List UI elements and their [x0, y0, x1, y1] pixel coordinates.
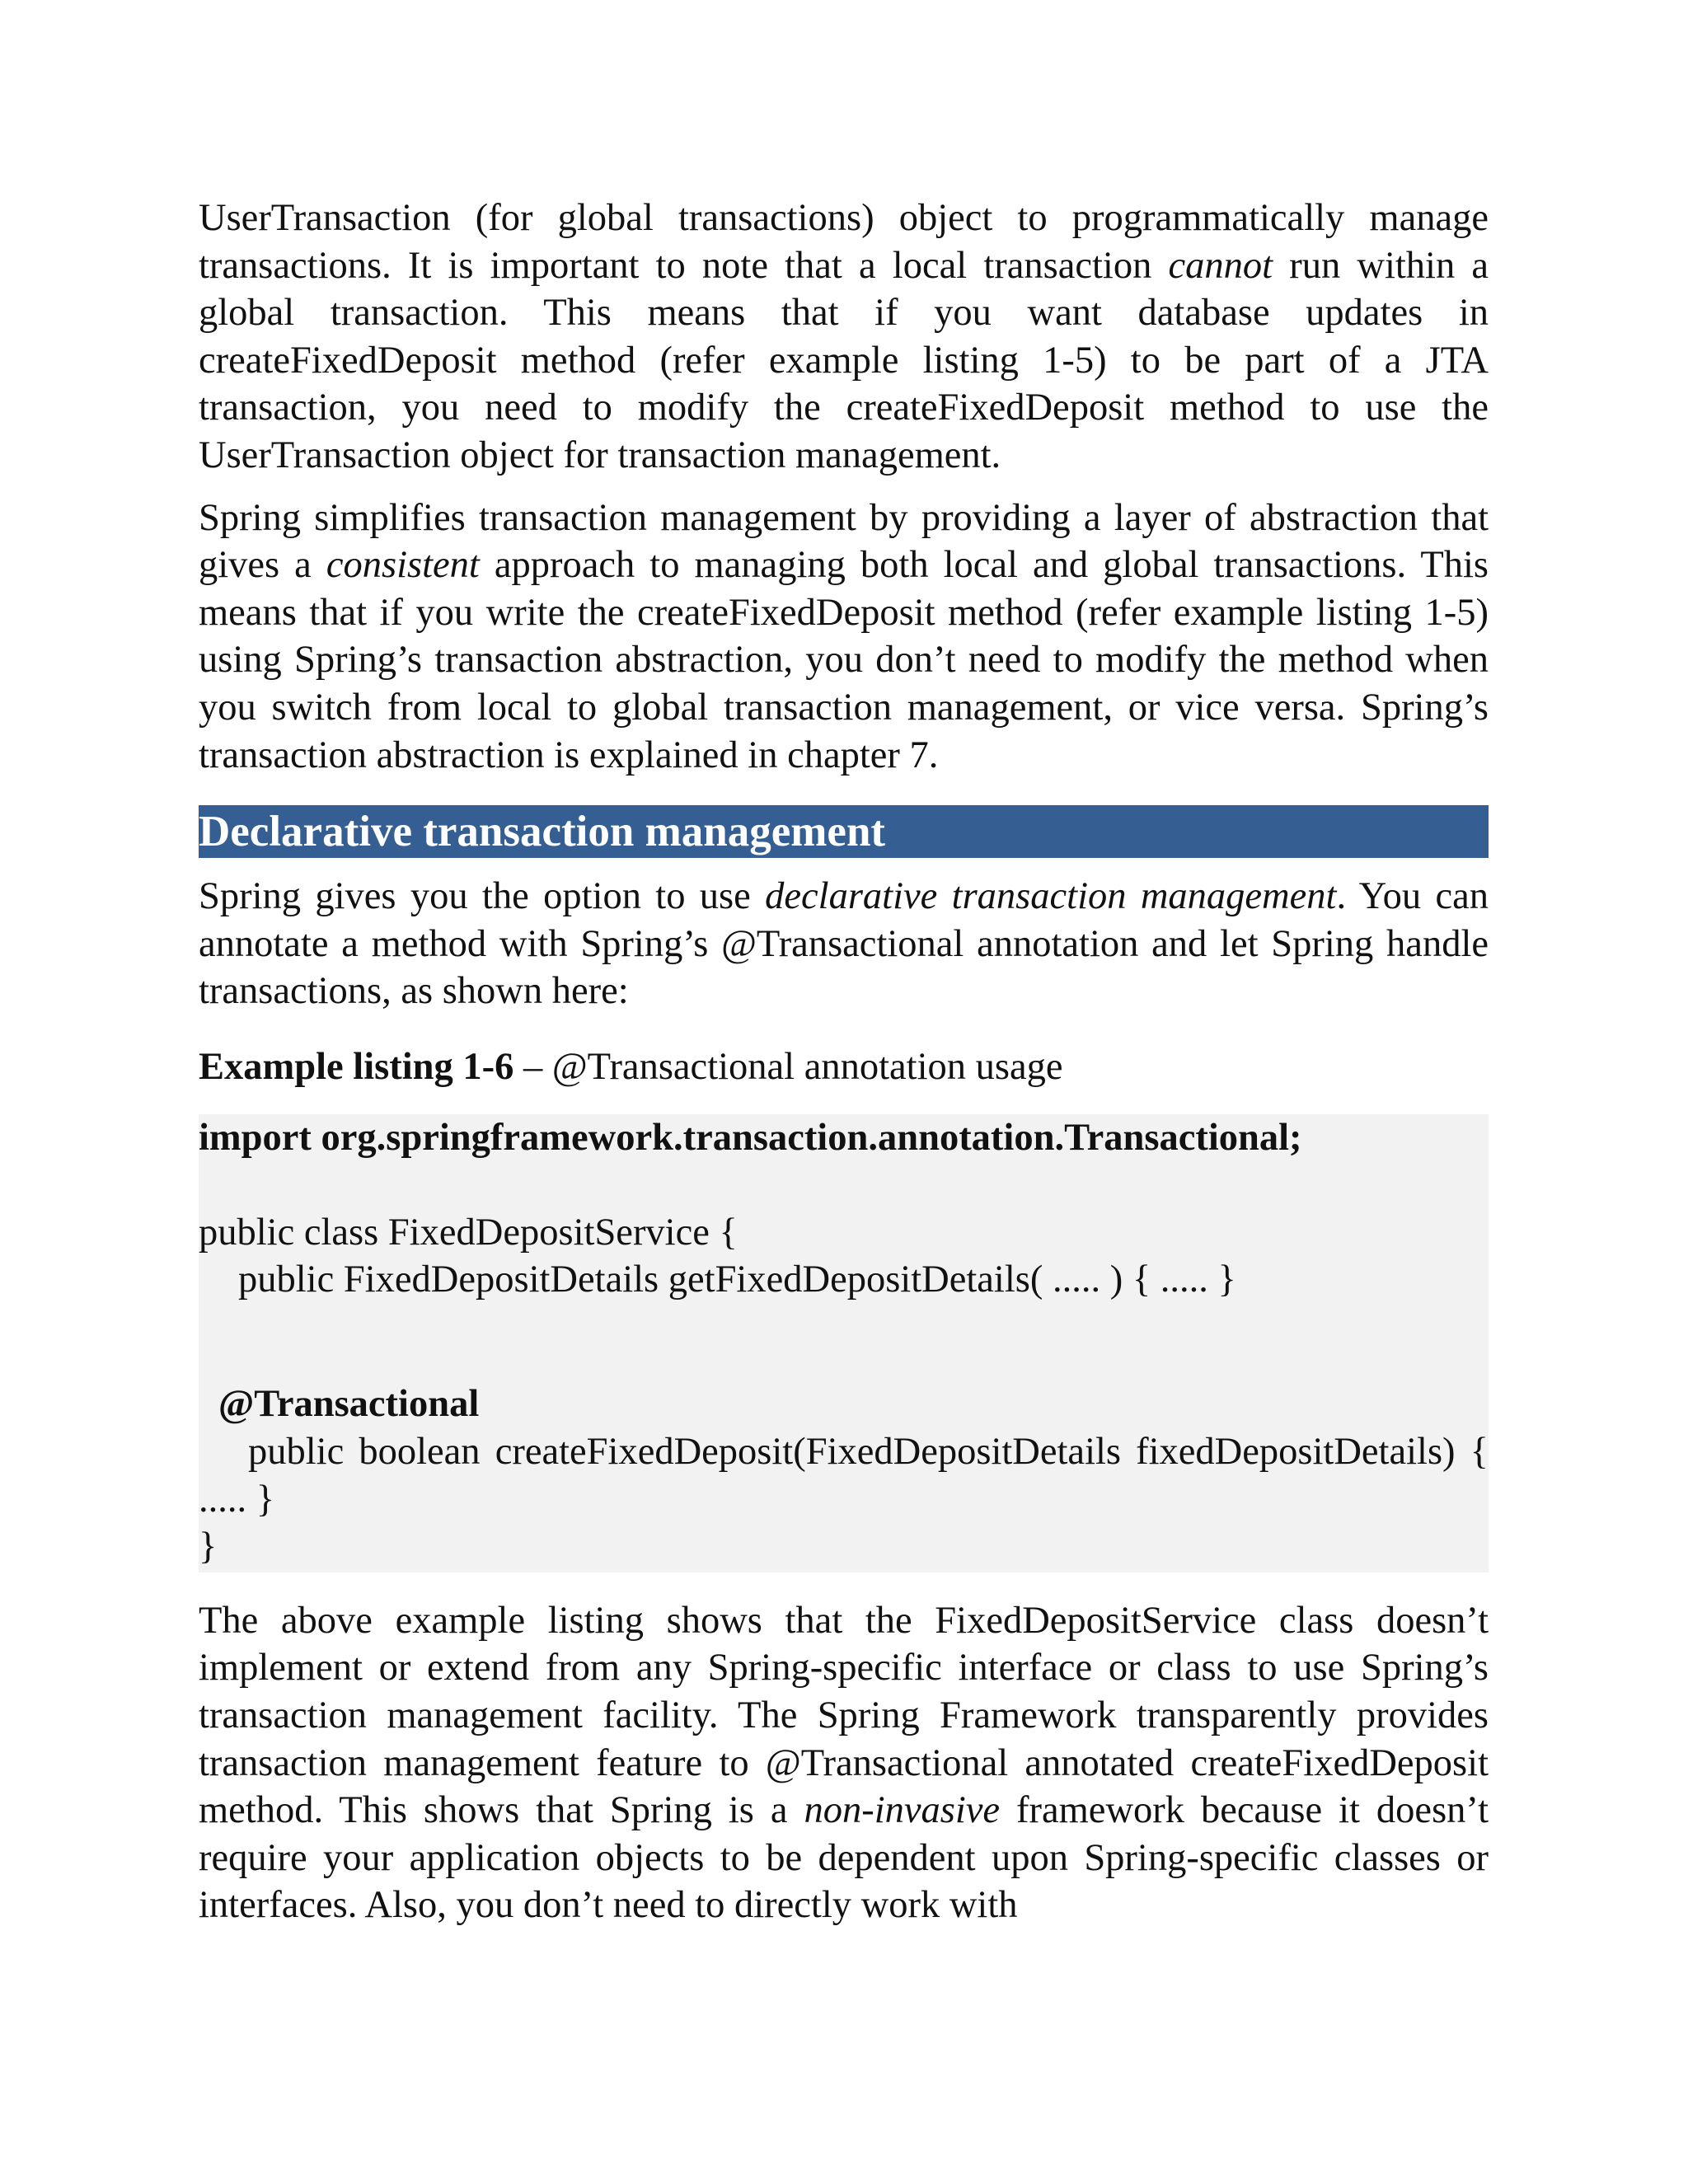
code-close-line: }	[199, 1526, 218, 1568]
paragraph-text: UserTransaction (for global transactions) object to programmatically manage transactions. It is important to note that a local transaction	[199, 197, 1489, 287]
emphasis-text: declarative transaction management	[765, 875, 1337, 918]
listing-title: – @Transactional annotation usage	[513, 1045, 1063, 1088]
code-blank-line	[199, 1351, 1489, 1380]
code-import-line: import org.springframework.transaction.annotation.Transactional;	[199, 1116, 1302, 1159]
spacer	[199, 1015, 1489, 1043]
paragraph-non-invasive	[199, 1597, 1489, 1929]
document-page	[199, 194, 1489, 1929]
listing-label: Example listing 1-6	[199, 1045, 514, 1088]
code-listing	[199, 1114, 1489, 1572]
emphasis-text: non-invasive	[804, 1789, 1001, 1832]
code-method-get-line: public FixedDepositDetails getFixedDepositDetails( ..... ) { ..... }	[238, 1258, 1236, 1301]
emphasis-text: consistent	[326, 544, 480, 587]
paragraph-text: framework because it doesn’t require your application objects to be dependent upon Spring-specific classes or interfaces. Also, you don’t need to directly work with	[199, 1789, 1489, 1927]
paragraph-text: run within a global transaction. This means that if you want database updates in createFixedDeposit method (refer example listing 1-5) to be part of a JTA transaction, you need to modify the createFixedDeposit method to use the UserTransaction object for transaction management.	[199, 244, 1489, 476]
code-blank-line	[199, 1161, 1489, 1209]
paragraph-text: Spring simplifies transaction management by providing a layer of abstraction that gives a	[199, 496, 1489, 587]
code-annotation-line: @Transactional	[218, 1383, 480, 1426]
code-blank-line	[199, 1304, 1489, 1352]
emphasis-text: cannot	[1168, 244, 1273, 287]
code-method-create-text: public boolean createFixedDeposit(FixedDepositDetails fixedDepositDetails) { ..... }	[199, 1431, 1489, 1521]
listing-caption	[199, 1043, 1489, 1091]
code-method-create-line	[199, 1428, 1489, 1523]
paragraph-text: approach to managing both local and global transactions. This means that if you write the createFixedDeposit method (refer example listing 1-5) using Spring’s transaction abstraction, you don’t need to modify the method when you switch from local to global transaction management, or vice versa. Spring’s transaction abstraction is explained in chapter 7.	[199, 544, 1489, 776]
spacer	[199, 1572, 1489, 1597]
paragraph-text: Spring gives you the option to use	[199, 875, 766, 918]
spacer	[199, 858, 1489, 873]
paragraph-declarative-intro	[199, 873, 1489, 1015]
paragraph-spring-simplifies	[199, 494, 1489, 780]
paragraph-usertransaction	[199, 194, 1489, 480]
paragraph-text: . You can annotate a method with Spring’s @Transactional annotation and let Spring handle transactions, as shown here:	[199, 875, 1489, 1013]
code-class-line: public class FixedDepositService {	[199, 1211, 738, 1254]
paragraph-text: The above example listing shows that the FixedDepositService class doesn’t implement or extend from any Spring-specific interface or class to use Spring’s transaction management facility. The Spring Framework transparently provides transaction management feature to @Transactional annotated createFixedDeposit method. This shows that Spring is a	[199, 1599, 1489, 1832]
section-heading: Declarative transaction management	[199, 805, 1489, 858]
spacer	[199, 480, 1489, 494]
